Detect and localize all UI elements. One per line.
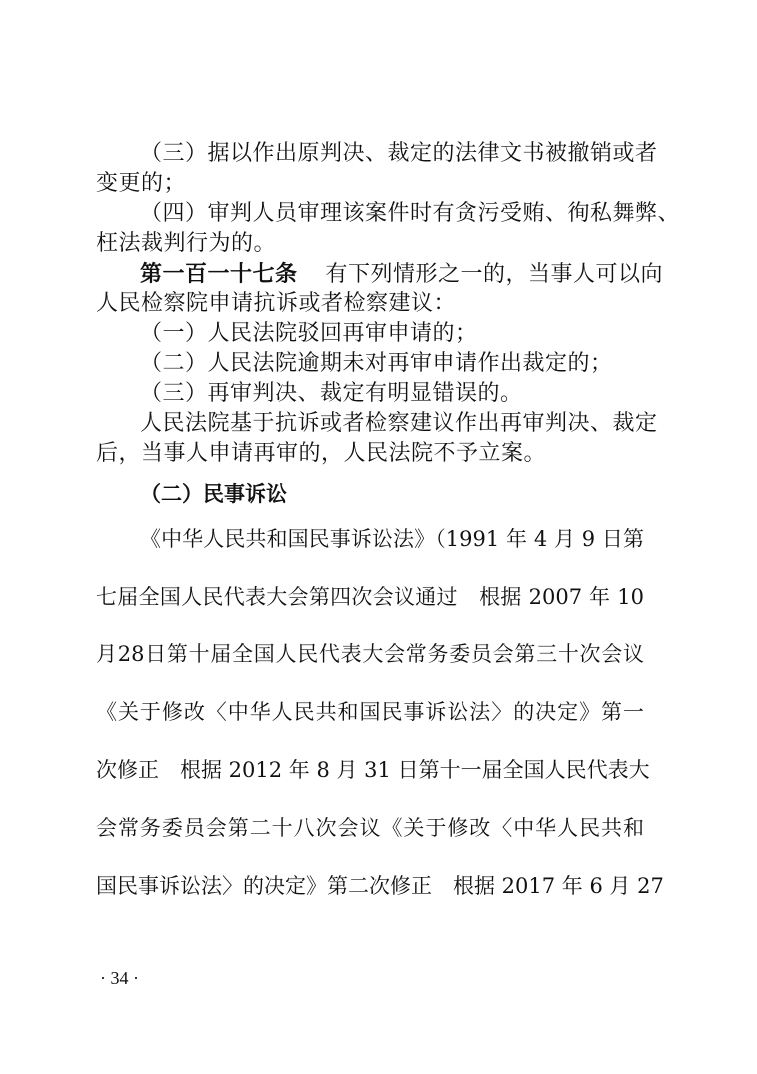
paragraph-line: （三）再审判决、裁定有明显错误的。 xyxy=(140,381,523,406)
paragraph-line: （一）人民法院驳回再审申请的； xyxy=(140,321,478,346)
article-line xyxy=(140,260,700,289)
paragraph-line: 变更的； xyxy=(96,171,187,196)
paragraph-line: 后，当事人申请再审的，人民法院不予立案。 xyxy=(96,441,547,466)
law-line: 次修正 根据 2012 年 8 月 31 日第十一届全国人民代表大 xyxy=(96,758,650,782)
law-line: 会常务委员会第二十八次会议《关于修改〈中华人民共和 xyxy=(96,816,644,840)
paragraph-line: （三）据以作出原判决、裁定的法律文书被撤销或者 xyxy=(140,141,658,166)
section-heading: （二）民事诉讼 xyxy=(140,482,287,506)
law-line: 七届全国人民代表大会第四次会议通过 根据 2007 年 10 xyxy=(96,585,644,609)
paragraph-line: （四）审判人员审理该案件时有贪污受贿、徇私舞弊、 xyxy=(140,201,681,226)
paragraph-line: 人民检察院申请抗诉或者检察建议： xyxy=(96,291,457,316)
article-text: 有下列情形之一的，当事人可以向 xyxy=(325,262,664,287)
article-title: 第一百一十七条 xyxy=(140,261,298,287)
law-line: 月28日第十届全国人民代表大会常务委员会第三十次会议 xyxy=(96,642,644,666)
law-line: 《关于修改〈中华人民共和国民事诉讼法〉的决定》第一 xyxy=(96,700,644,724)
paragraph-line: 人民法院基于抗诉或者检察建议作出再审判决、裁定 xyxy=(140,411,658,436)
page-number: · 34 · xyxy=(100,968,139,988)
paragraph-line: 枉法裁判行为的。 xyxy=(96,231,277,256)
law-line: 国民事诉讼法〉的决定》第二次修正 根据 2017 年 6 月 27 xyxy=(96,874,664,898)
paragraph-line: （二）人民法院逾期未对再审申请作出裁定的； xyxy=(140,351,613,376)
law-line: 《中华人民共和国民事诉讼法》（1991 年 4 月 9 日第 xyxy=(140,527,644,551)
